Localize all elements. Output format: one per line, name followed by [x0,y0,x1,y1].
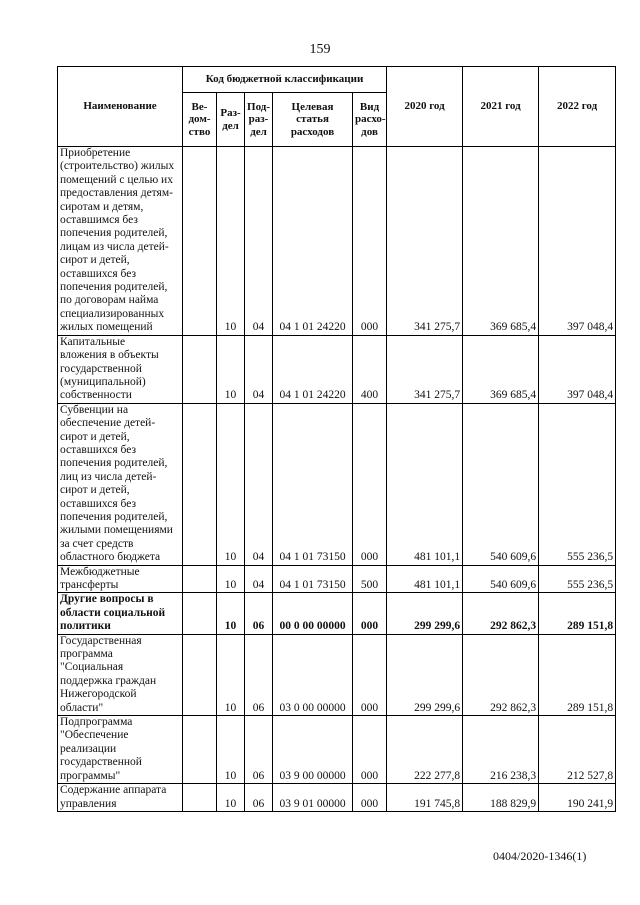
cell-target: 03 9 00 00000 [273,716,353,784]
table-row [58,784,616,812]
table-row [58,565,616,593]
cell-y2022: 555 236,5 [539,403,616,565]
cell-target: 00 0 00 00000 [273,593,353,634]
cell-name: Приобретение (строительство) жилых помещений с целью их предоставления детям- сиротам и детям, оставшимся без попечения родителей, лицам из числа детей- сирот и детей, оставшихся без попечения родителей, по договорам найма специализированных жилых помещений [58,147,183,336]
cell-target: 04 1 01 73150 [273,403,353,565]
cell-y2020: 481 101,1 [387,403,463,565]
header-target: Целевая статья расходов [273,93,353,147]
cell-razdel: 10 [217,565,245,593]
header-2021: 2021 год [463,67,539,147]
table-row [58,147,616,336]
cell-y2020: 222 277,8 [387,716,463,784]
cell-ved [183,147,217,336]
cell-y2020: 299 299,6 [387,634,463,715]
cell-ved [183,716,217,784]
table-row [58,634,616,715]
cell-y2020: 299 299,6 [387,593,463,634]
cell-target: 03 0 00 00000 [273,634,353,715]
cell-podrazdel: 06 [245,784,273,812]
cell-razdel: 10 [217,716,245,784]
cell-name: Межбюджетные трансферты [58,565,183,593]
cell-vid: 000 [353,716,387,784]
cell-y2022: 212 527,8 [539,716,616,784]
cell-razdel: 10 [217,593,245,634]
cell-ved [183,335,217,403]
header-razdel: Раз- дел [217,93,245,147]
cell-podrazdel: 04 [245,403,273,565]
cell-vid: 000 [353,147,387,336]
cell-y2020: 341 275,7 [387,147,463,336]
cell-name: Субвенции на обеспечение детей- сирот и детей, оставшихся без попечения родителей, лиц из числа детей- сирот и детей, оставшихся без попечения родителей, жилыми помещениями за счет средств областного бюджета [58,403,183,565]
cell-y2021: 540 609,6 [463,403,539,565]
page-number: 159 [309,42,331,57]
cell-podrazdel: 06 [245,716,273,784]
document-code: 0404/2020-1346(1) [493,849,587,863]
cell-y2021: 216 238,3 [463,716,539,784]
cell-y2021: 292 862,3 [463,593,539,634]
header-vid: Вид расхо- дов [353,93,387,147]
cell-podrazdel: 04 [245,335,273,403]
cell-y2022: 555 236,5 [539,565,616,593]
header-podrazdel: Под- раз- дел [245,93,273,147]
cell-y2022: 289 151,8 [539,634,616,715]
cell-razdel: 10 [217,784,245,812]
table-row [58,593,616,634]
cell-name: Капитальные вложения в объекты государственной (муниципальной) собственности [58,335,183,403]
cell-ved [183,593,217,634]
cell-vid: 000 [353,593,387,634]
cell-razdel: 10 [217,634,245,715]
cell-y2020: 481 101,1 [387,565,463,593]
cell-y2022: 190 241,9 [539,784,616,812]
header-budget-code: Код бюджетной классификации [183,67,387,93]
cell-podrazdel: 04 [245,565,273,593]
cell-podrazdel: 06 [245,593,273,634]
header-ved: Ве- дом- ство [183,93,217,147]
cell-y2020: 341 275,7 [387,335,463,403]
cell-podrazdel: 06 [245,634,273,715]
cell-y2022: 397 048,4 [539,335,616,403]
cell-y2022: 397 048,4 [539,147,616,336]
cell-y2021: 540 609,6 [463,565,539,593]
cell-ved [183,784,217,812]
cell-target: 04 1 01 73150 [273,565,353,593]
cell-y2021: 369 685,4 [463,147,539,336]
cell-razdel: 10 [217,403,245,565]
cell-name: Содержание аппарата управления [58,784,183,812]
budget-table [57,66,616,812]
cell-y2022: 289 151,8 [539,593,616,634]
cell-ved [183,634,217,715]
cell-y2021: 188 829,9 [463,784,539,812]
table-row [58,716,616,784]
table-row [58,403,616,565]
header-2020: 2020 год [387,67,463,147]
cell-vid: 000 [353,634,387,715]
cell-vid: 500 [353,565,387,593]
header-name: Наименование [58,67,183,147]
cell-vid: 000 [353,784,387,812]
cell-vid: 400 [353,335,387,403]
cell-ved [183,565,217,593]
cell-podrazdel: 04 [245,147,273,336]
cell-name: Другие вопросы в области социальной политики [58,593,183,634]
header-2022: 2022 год [539,67,616,147]
cell-y2021: 292 862,3 [463,634,539,715]
cell-y2021: 369 685,4 [463,335,539,403]
cell-name: Подпрограмма "Обеспечение реализации государственной программы" [58,716,183,784]
cell-razdel: 10 [217,335,245,403]
cell-razdel: 10 [217,147,245,336]
cell-target: 03 9 01 00000 [273,784,353,812]
cell-target: 04 1 01 24220 [273,335,353,403]
cell-vid: 000 [353,403,387,565]
cell-name: Государственная программа "Социальная поддержка граждан Нижегородской области" [58,634,183,715]
cell-target: 04 1 01 24220 [273,147,353,336]
table-body [58,147,616,812]
cell-y2020: 191 745,8 [387,784,463,812]
table-row [58,335,616,403]
cell-ved [183,403,217,565]
